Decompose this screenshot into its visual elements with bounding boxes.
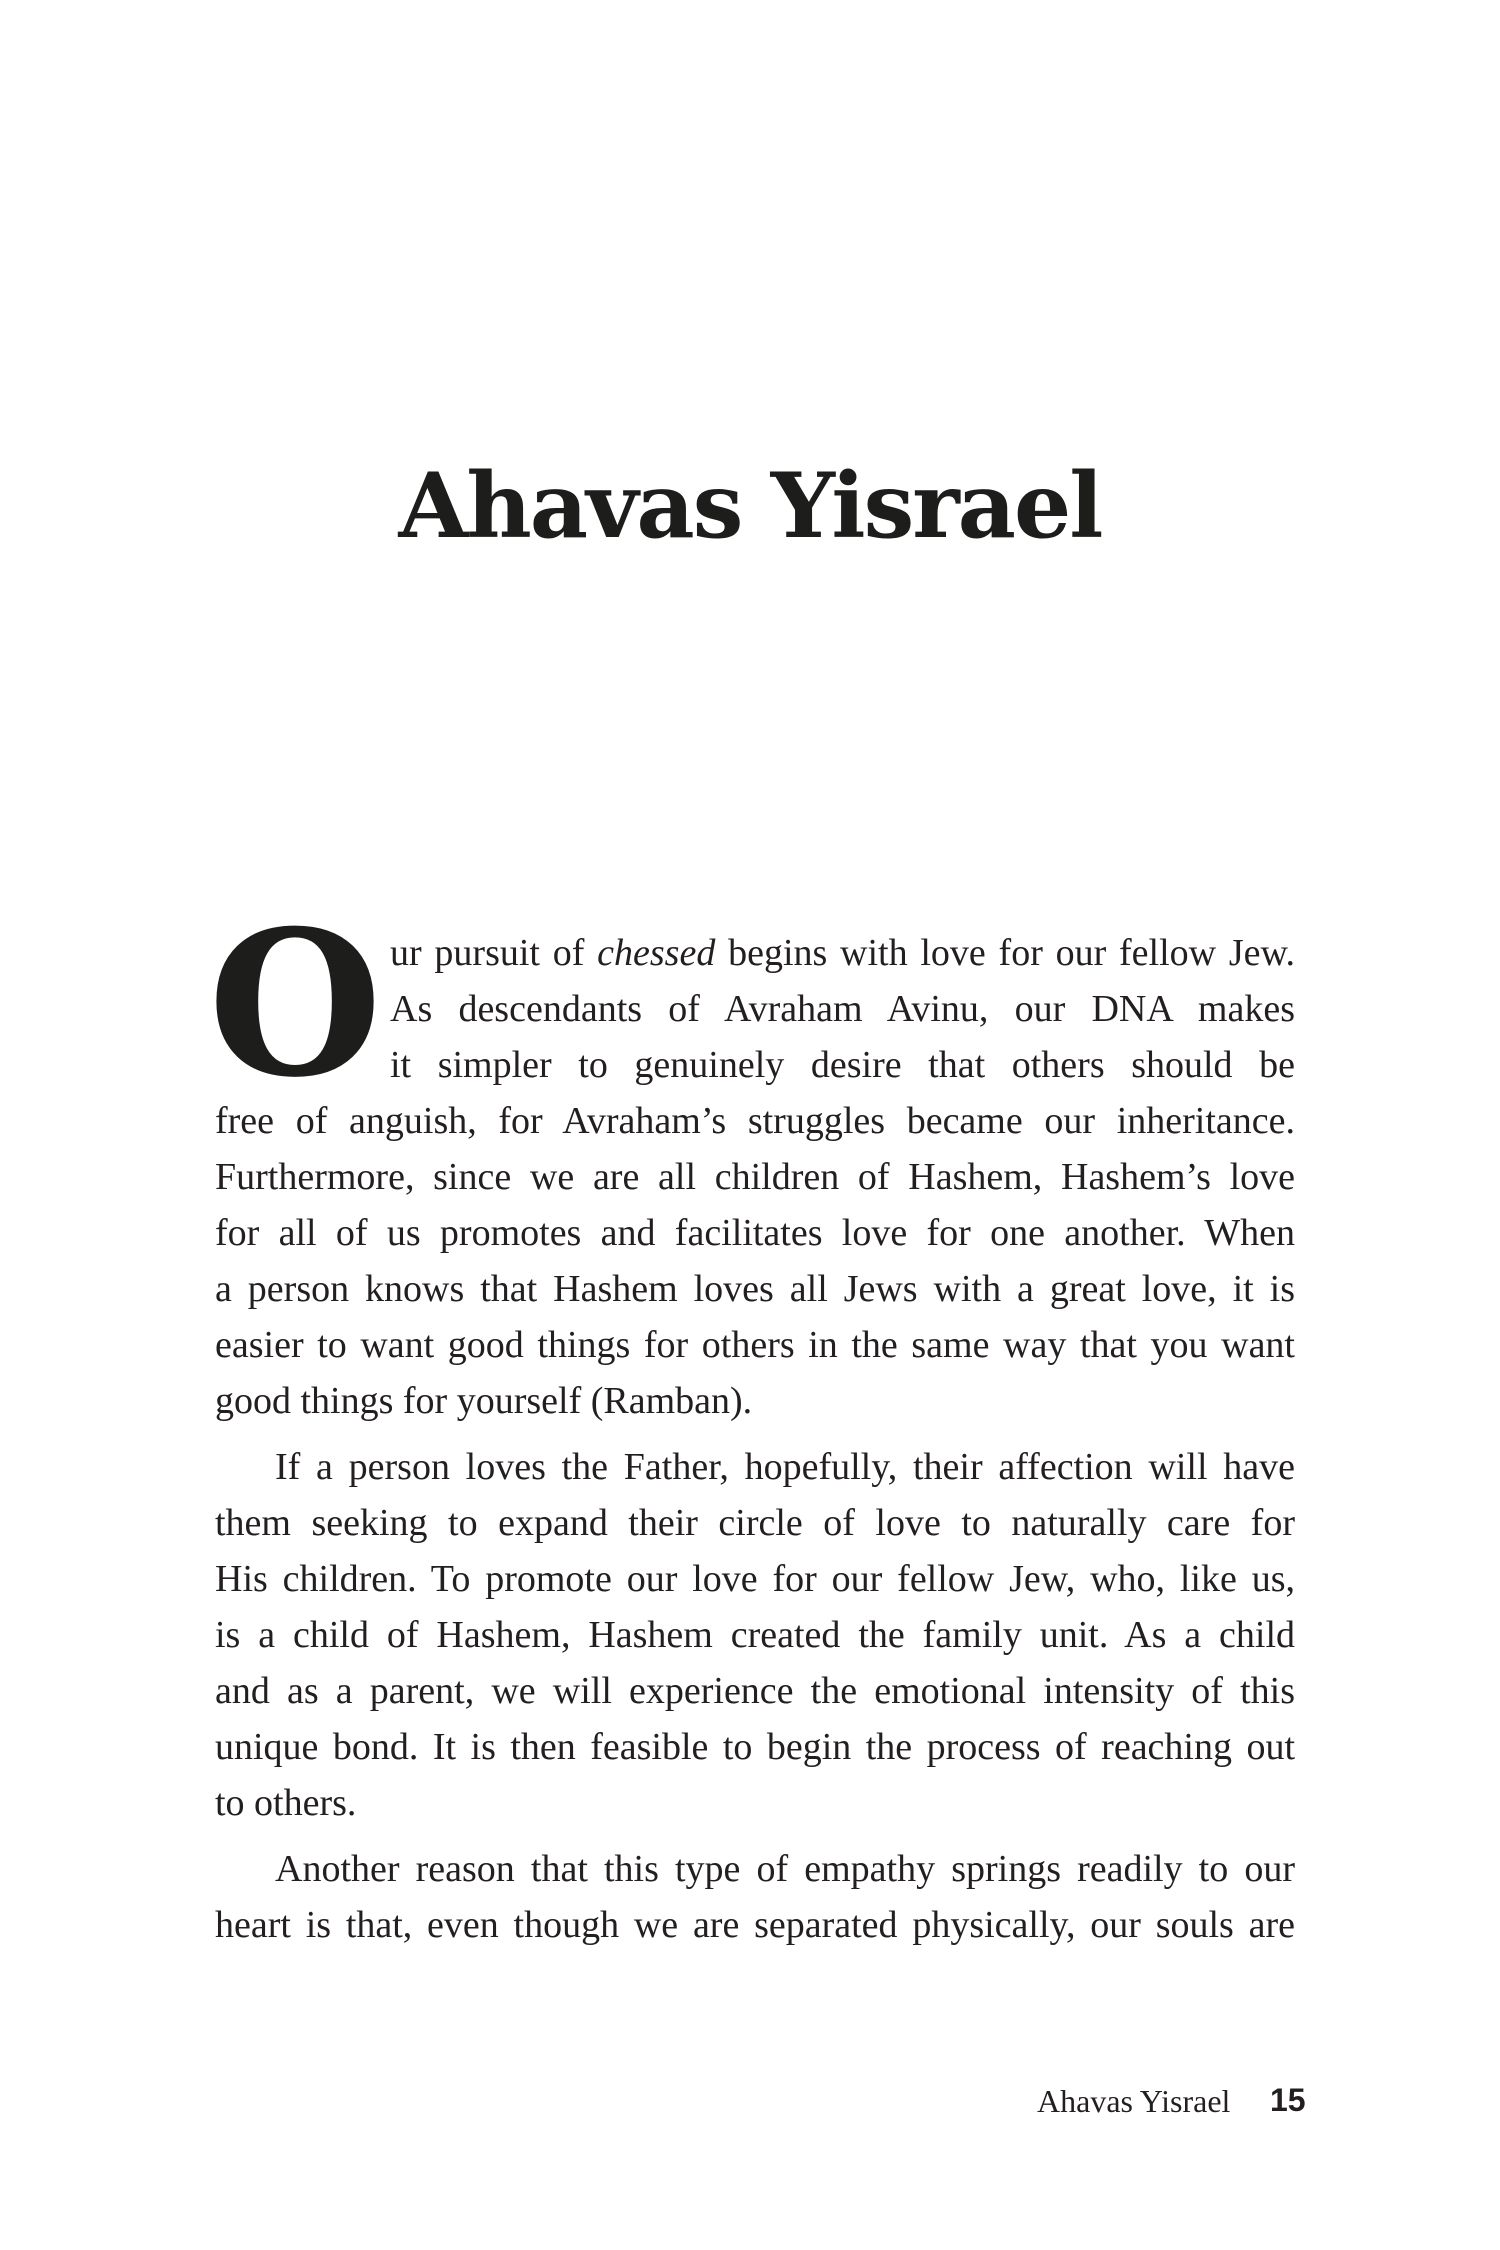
paragraph-1-line-1 (390, 934, 1295, 972)
paragraph-2-line-3: His children. To promote our love for our fellow Jew, who, like us, (215, 1558, 1295, 1600)
paragraph-2-line-1: If a person loves the Father, hopefully, their affection will have (275, 1446, 1295, 1488)
chapter-title: Ahavas Yisrael (398, 453, 1102, 559)
paragraph-2-line-5: and as a parent, we will experience the emotional intensity of this (215, 1670, 1295, 1712)
page-number: 15 (1270, 2082, 1306, 2118)
paragraph-1-line-8: easier to want good things for others in the same way that you want (215, 1324, 1295, 1366)
running-footer-title: Ahavas Yisrael (1037, 2083, 1231, 2119)
drop-cap: O (208, 887, 383, 1122)
paragraph-3-line-2: heart is that, even though we are separated physically, our souls are (215, 1904, 1295, 1946)
paragraph-2-line-7: to others. (215, 1782, 357, 1824)
paragraph-1-line-6: for all of us promotes and facilitates love for one another. When (215, 1212, 1295, 1254)
paragraph-2-line-6: unique bond. It is then feasible to begin the process of reaching out (215, 1726, 1295, 1768)
paragraph-3-line-1: Another reason that this type of empathy springs readily to our (275, 1848, 1295, 1890)
paragraph-1-line-5: Furthermore, since we are all children of Hashem, Hashem’s love (215, 1156, 1295, 1198)
paragraph-1-line-2: As descendants of Avraham Avinu, our DNA makes (390, 988, 1295, 1030)
italic-term: chessed (597, 932, 716, 974)
paragraph-1-line-3: it simpler to genuinely desire that others should be (390, 1044, 1295, 1086)
paragraph-1-line-9: good things for yourself (Ramban). (215, 1380, 753, 1422)
paragraph-2-line-4: is a child of Hashem, Hashem created the family unit. As a child (215, 1614, 1295, 1656)
text-run: begins with love for our fellow Jew. (715, 932, 1295, 974)
paragraph-2-line-2: them seeking to expand their circle of love to naturally care for (215, 1502, 1295, 1544)
paragraph-1-line-4: free of anguish, for Avraham’s struggles became our inheritance. (215, 1100, 1295, 1142)
paragraph-1-line-7: a person knows that Hashem loves all Jews with a great love, it is (215, 1268, 1295, 1310)
text-run: ur pursuit of (390, 932, 598, 974)
